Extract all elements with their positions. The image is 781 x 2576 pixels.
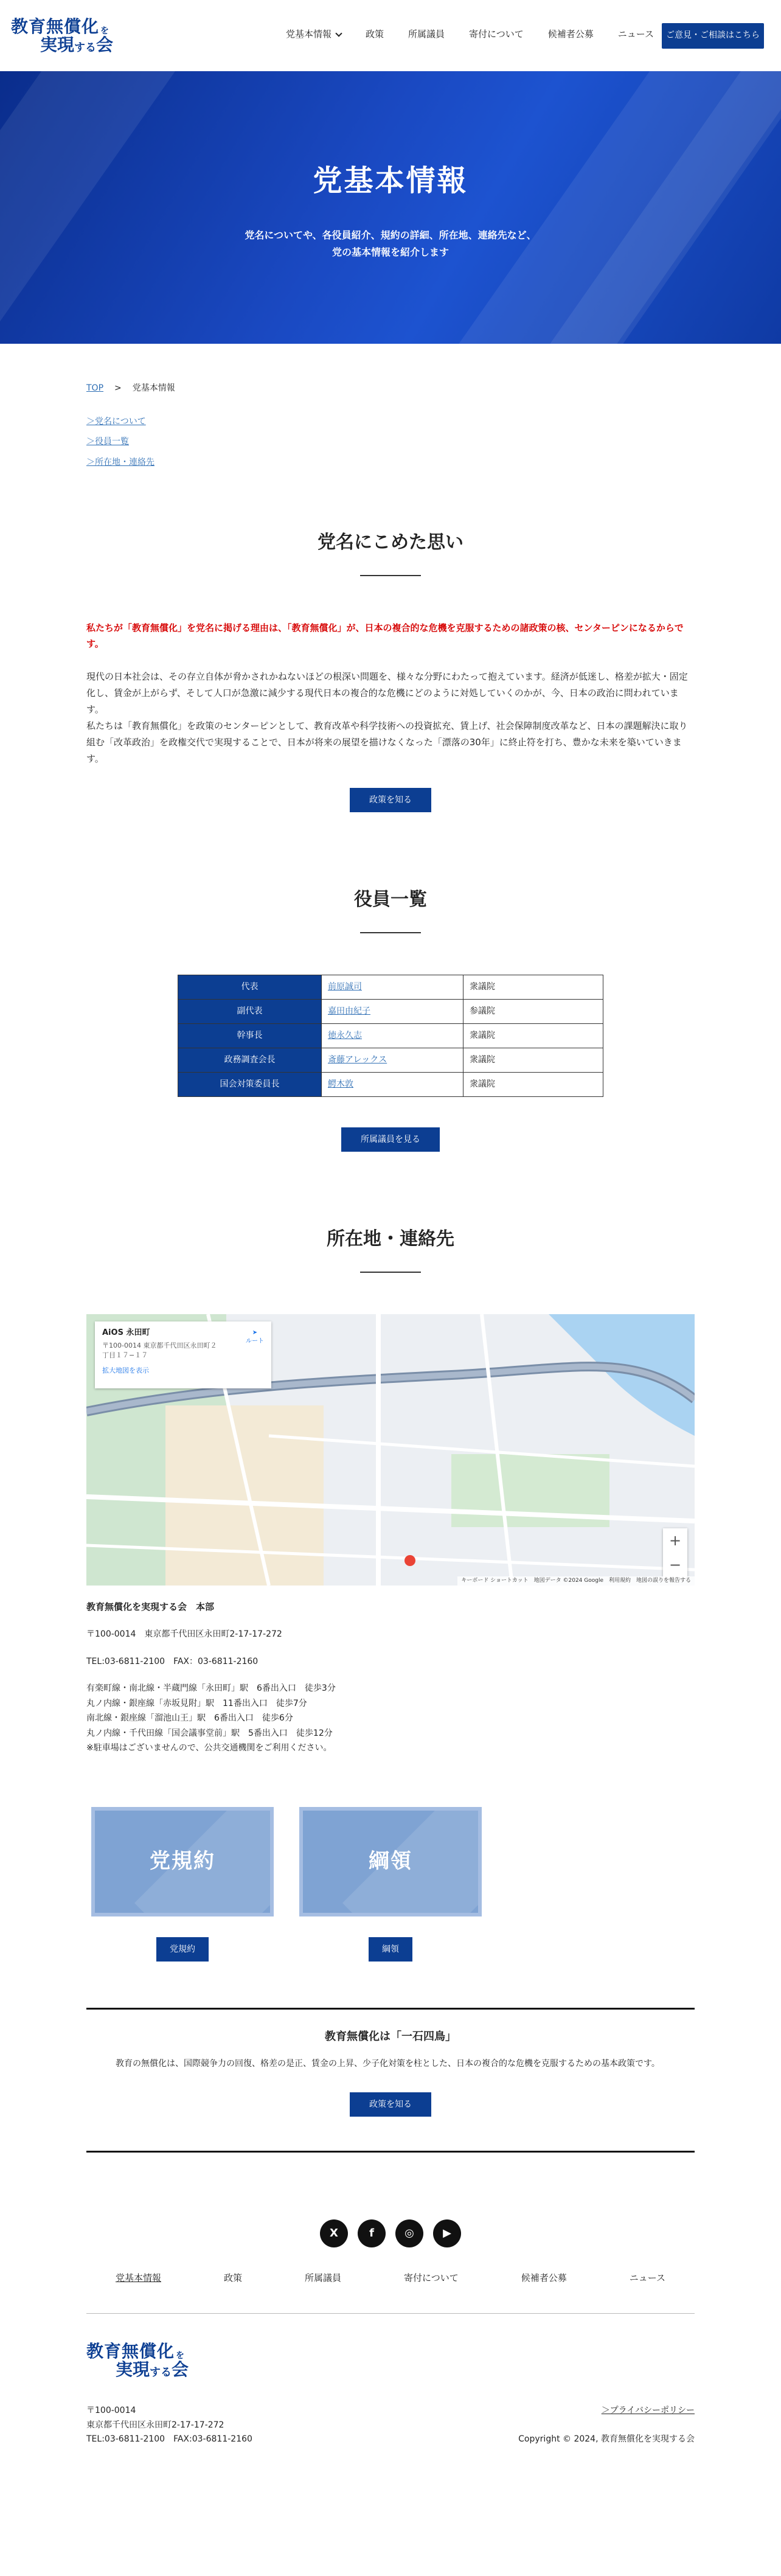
logo-text-suru: する [74,41,97,54]
nav-label: 党基本情報 [286,29,332,40]
policy-notice [86,2008,695,2153]
social-links [86,2219,695,2247]
footer-postal: 〒100-0014 [86,2405,136,2415]
access-note: ※駐車場はございませんので、公共交通機関をご利用ください。 [86,1743,332,1753]
logo-text-kai: 会 [96,34,114,55]
table-row [178,975,603,1000]
map-zoom-control [663,1528,687,1578]
officer-name-link[interactable]: 嘉田由紀子 [328,1006,370,1016]
map-place-address: 〒100-0014 東京都千代田区永田町２丁目１７−１７ [102,1342,217,1359]
logo-text-1: 教育無償化 [11,16,100,37]
embedded-map[interactable] [86,1314,695,1586]
zoom-in-button[interactable]: + [668,1532,682,1550]
officers-table [178,975,603,1097]
rules-button[interactable]: 党規約 [156,1937,209,1962]
map-attribution: キーボード ショートカット 地図データ ©2024 Google 利用規約 地図の誤りを報告する [457,1576,695,1586]
policy-button[interactable]: 政策を知る [350,788,431,812]
officer-house: 衆議院 [463,1024,603,1048]
lead-text: 私たちが「教育無償化」を党名に掲げる理由は、「教育無償化」が、日本の複合的な危機を克服するための諸政策の核、センターピンになるからです。 [86,622,684,649]
map-enlarge-link[interactable]: 拡大地図を表示 [102,1366,149,1375]
hero-subtitle [0,227,781,262]
site-header [0,0,781,71]
officer-name-link[interactable]: 徳永久志 [328,1030,362,1040]
office-access [86,1681,695,1756]
anchor-links [86,412,695,473]
title-divider [360,1272,421,1273]
youtube-icon[interactable]: ▶ [433,2219,461,2247]
main-content [86,381,695,2471]
table-row [178,1000,603,1024]
copyright: Copyright © 2024, 教育無償化を実現する会 [518,2434,695,2445]
officer-name-cell [322,1000,463,1024]
office-tel-fax: TEL:03-6811-2100 FAX：03-6811-2160 [86,1656,259,1666]
nav-item-recruit[interactable]: 候補者公募 [547,29,594,40]
body-text-2: 私たちは「教育無償化」を政策のセンターピンとして、教育改革や科学技術への投資拡充、賃上げ、社会保障制度改革など、日本の課題解決に取り組む「改革政治」を政権交代で実現することで、日本が将来の展望を描けなくなった「漂落の30年」に終止符を打ち、豊かな未来を築いていきます。 [86,720,688,765]
map-info-card [95,1321,271,1388]
x-icon[interactable]: X [320,2219,348,2247]
section-location [86,1224,695,1756]
nav-item-about[interactable] [286,27,341,43]
anchor-link-location[interactable]: ＞所在地・連絡先 [86,457,154,467]
officer-name-link[interactable]: 鰐木敦 [328,1079,353,1089]
nav-item-policy[interactable]: 政策 [366,29,384,40]
platform-tile[interactable] [299,1807,482,1916]
officer-role: 副代表 [178,1000,322,1024]
breadcrumb-separator: > [114,383,122,393]
footer-tel-fax: TEL:03-6811-2100 FAX:03-6811-2160 [86,2434,252,2445]
officer-name-cell [322,1024,463,1048]
title-divider [360,575,421,576]
hero-subtitle-2: 党の基本情報を紹介します [331,246,449,259]
section-title: 党名にこめた思い [318,531,463,553]
footer-street: 東京都千代田区永田町2-17-17-272 [86,2420,224,2430]
footer-address [86,2404,252,2447]
privacy-policy-link[interactable]: ＞プライバシーポリシー [601,2405,695,2415]
map-route-label: ルート [246,1338,264,1345]
officer-name-cell [322,1073,463,1097]
notice-body: 教育の無償化は、国際競争力の回復、格差の是正、賃金の上昇、少子化対策を柱とした、日本の複合的な危機を克服するための基本政策です。 [116,2059,660,2069]
page-title: 党基本情報 [313,164,468,198]
footer-nav-members[interactable]: 所属議員 [305,2272,342,2284]
officer-house: 衆議院 [463,1048,603,1073]
nav-item-members[interactable]: 所属議員 [408,29,445,40]
logo-text-1: 教育無償化 [86,2341,175,2361]
officer-name-link[interactable]: 斎藤アレックス [328,1054,387,1065]
footer-nav [86,2271,695,2286]
contact-button[interactable]: ご意見・ご相談はこちら [662,23,764,49]
nav-item-news[interactable]: ニュース [617,29,654,40]
officer-house: 参議院 [463,1000,603,1024]
hero-subtitle-1: 党名についてや、各役員紹介、規約の詳細、所在地、連絡先など、 [245,229,536,241]
logo-text-suru: する [150,2365,172,2379]
instagram-icon[interactable]: ◎ [395,2219,423,2247]
card-platform [299,1807,482,1962]
logo-text-wo: を [176,2350,186,2361]
hero-banner [0,71,781,344]
tile-label: 党規約 [150,1848,215,1873]
site-footer [86,2219,695,2471]
footer-right [518,2404,695,2447]
logo-text-wo: を [100,26,110,36]
officer-name-cell [322,1048,463,1073]
officer-role: 政務調査会長 [178,1048,322,1073]
footer-nav-recruit[interactable]: 候補者公募 [521,2272,567,2284]
access-line: 丸ノ内線・千代田線「国会議事堂前」駅 5番出入口 徒歩12分 [86,1728,333,1738]
platform-button[interactable]: 綱領 [369,1937,412,1962]
document-cards [86,1807,695,1962]
section-party-name [86,527,695,813]
breadcrumb-current: 党基本情報 [132,383,175,393]
logo-text-2: 実現 [116,2359,150,2379]
breadcrumb-top-link[interactable]: TOP [86,383,104,393]
footer-bottom [86,2404,695,2471]
officer-name-cell [322,975,463,1000]
table-row [178,1048,603,1073]
anchor-link-officers[interactable]: ＞役員一覧 [86,437,129,447]
card-rules [91,1807,274,1962]
body-text [86,669,695,767]
site-logo[interactable] [11,18,113,54]
office-info [86,1599,695,1756]
map-route-button[interactable] [246,1329,264,1346]
anchor-link-name[interactable]: ＞党名について [86,416,146,426]
nav-item-donation[interactable]: 寄付について [469,29,524,40]
notice-policy-button[interactable]: 政策を知る [350,2092,431,2117]
officer-house: 衆議院 [463,1073,603,1097]
footer-nav-donation[interactable]: 寄付について [404,2272,459,2284]
zoom-out-button[interactable]: − [668,1556,682,1574]
main-nav [286,27,678,43]
logo-text-kai: 会 [172,2359,189,2379]
officer-house: 衆議院 [463,975,603,1000]
officer-role: 幹事長 [178,1024,322,1048]
access-line: 南北線・銀座線「溜池山王」駅 6番出入口 徒歩6分 [86,1713,293,1724]
officer-name-link[interactable]: 前原誠司 [328,981,362,992]
officer-role: 国会対策委員長 [178,1073,322,1097]
officer-role: 代表 [178,975,322,1000]
footer-nav-policy[interactable]: 政策 [224,2272,243,2284]
chevron-down-icon [335,30,342,37]
logo-text-2: 実現 [40,34,75,55]
facebook-icon[interactable]: f [358,2219,386,2247]
table-row [178,1024,603,1048]
footer-nav-about[interactable]: 党基本情報 [116,2272,162,2284]
notice-title: 教育無償化は「一石四鳥」 [325,2030,456,2043]
body-text-1: 現代の日本社会は、その存立自体が脅かされかねないほどの根深い問題を、様々な分野にわたって抱えています。経済が低迷し、格差が拡大・固定化し、賃金が上がらず、そして人口が急激に減少する現代日本の複合的な危機にどのように対処していくのかが、今、日本の政治に問われています。 [86,671,688,715]
members-button[interactable]: 所属議員を見る [341,1127,440,1152]
route-icon: ➤ [252,1329,258,1337]
rules-tile[interactable] [91,1807,274,1916]
map-place-name: AiOS 永田町 [102,1328,150,1338]
title-divider [360,932,421,933]
footer-divider [86,2313,695,2314]
footer-nav-news[interactable]: ニュース [629,2272,665,2284]
access-line: 丸ノ内線・銀座線「赤坂見附」駅 11番出入口 徒歩7分 [86,1698,307,1708]
table-row [178,1073,603,1097]
section-title: 役員一覧 [354,889,427,911]
breadcrumb [86,381,695,396]
section-officers [86,884,695,1152]
office-address: 〒100-0014 東京都千代田区永田町2-17-17-272 [86,1629,282,1640]
footer-logo[interactable] [86,2343,695,2378]
access-line: 有楽町線・南北線・半蔵門線「永田町」駅 6番出入口 徒歩3分 [86,1683,336,1694]
tile-label: 綱領 [369,1848,412,1873]
office-name: 教育無償化を実現する会 本部 [86,1601,215,1613]
section-title: 所在地・連絡先 [327,1228,454,1250]
